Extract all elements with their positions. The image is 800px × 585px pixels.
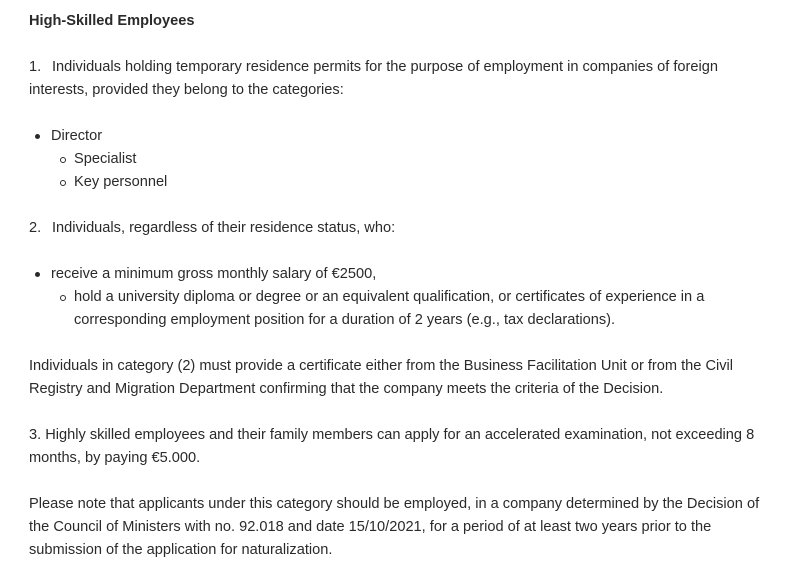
category-list: [29, 125, 779, 194]
item-text: Individuals, regardless of their residence status, who:: [52, 220, 396, 236]
item-text: Individuals holding temporary residence permits for the purpose of employment in companies of foreign interests, provided they belong to the categories:: [29, 59, 718, 98]
sub-list-item-qualification: hold a university diploma or degree or an equivalent qualification, or certificates of experience in a corresponding employment position for a duration of 2 years (e.g., tax declarations).: [29, 286, 779, 332]
list-item-salary: receive a minimum gross monthly salary of €2500,: [29, 263, 779, 286]
sub-list-item-key-personnel: Key personnel: [29, 171, 779, 194]
paragraph-category-2: Individuals in category (2) must provide a certificate either from the Business Facilitation Unit or from the Civil Registry and Migration Department confirming that the company meets the criteria of the Decision.: [29, 358, 734, 397]
list-item-director: Director: [29, 125, 779, 148]
section-heading: High-Skilled Employees: [29, 13, 195, 29]
item-number: 1.: [29, 59, 42, 75]
numbered-item-2: [29, 217, 779, 240]
criteria-list: [29, 263, 779, 332]
paragraph-item-3: 3. Highly skilled employees and their family members can apply for an accelerated examination, not exceeding 8 months, by paying €5.000.: [29, 427, 755, 466]
sub-list-item-specialist: Specialist: [29, 148, 779, 171]
document-body: [29, 10, 779, 585]
paragraph-note: Please note that applicants under this category should be employed, in a company determined by the Decision of the Council of Ministers with no. 92.018 and date 15/10/2021, for a period of at least two years prior to the submission of the application for naturalization.: [29, 496, 760, 558]
item-number: 2.: [29, 220, 42, 236]
numbered-item-1: [29, 56, 779, 102]
